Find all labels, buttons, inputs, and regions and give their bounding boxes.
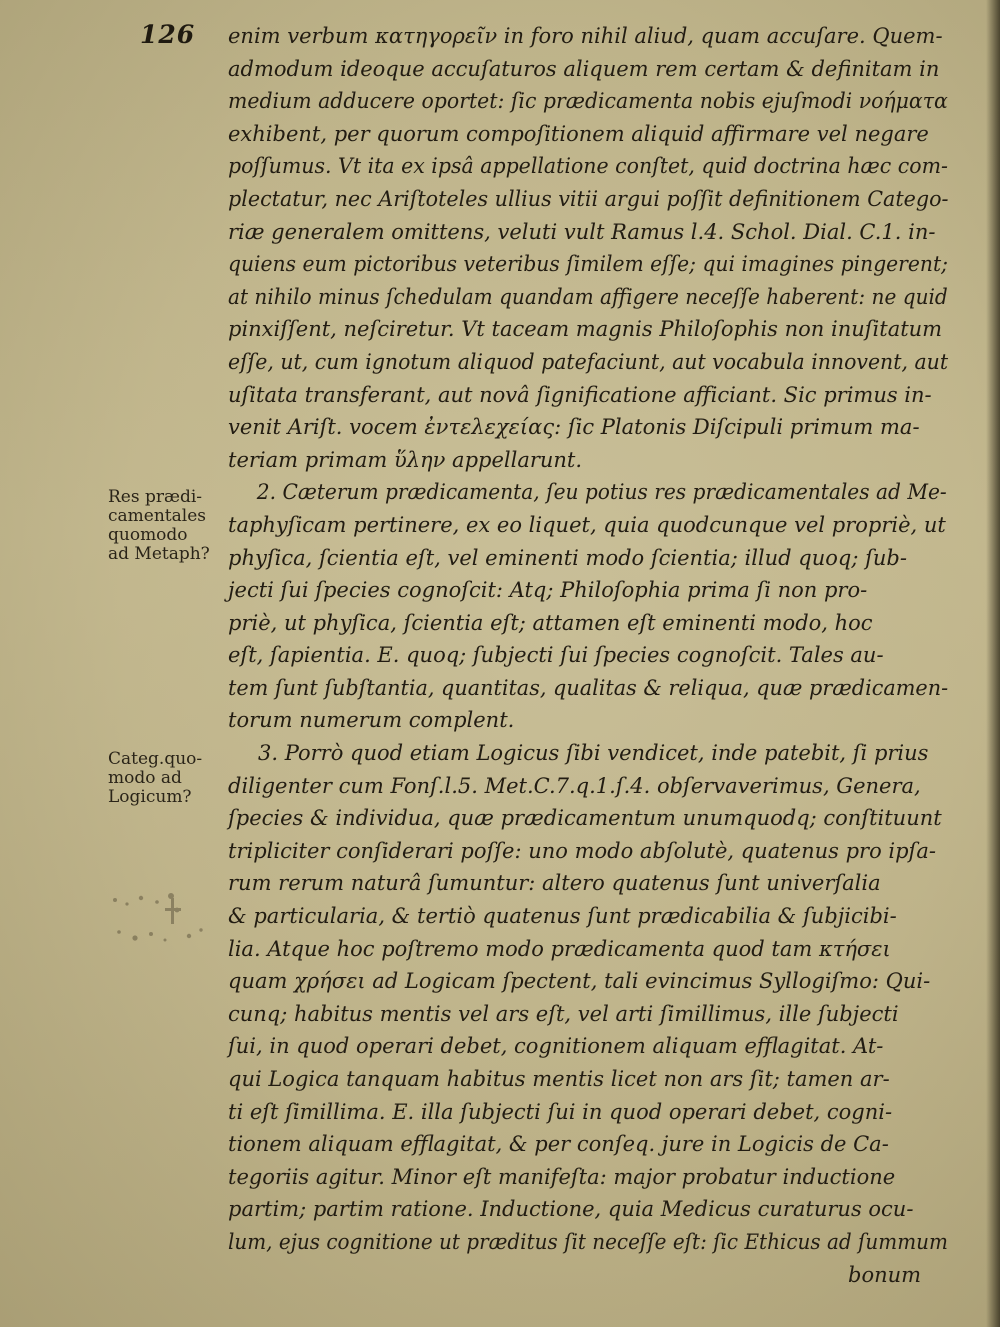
- margin-note-line: ad Metaph?: [108, 544, 210, 564]
- text-line: quiens eum pictoribus veteribus ſimilem eſſe; qui imagines pingerent;: [228, 252, 948, 277]
- ink-stain: [105, 880, 215, 970]
- text-line: 3. Porrò quod etiam Logicus ſibi vendicet, inde patebit, ſi prius: [258, 741, 929, 766]
- margin-note-logic: [108, 750, 228, 807]
- text-line: poſſumus. Vt ita ex ipsâ appellatione conſtet, quid doctrina hæc com-: [228, 154, 948, 179]
- text-line: eſſe, ut, cum ignotum aliquod patefaciunt, aut vocabula innovent, aut: [228, 349, 949, 374]
- text-line: bonum: [848, 1262, 922, 1287]
- margin-note-line: quomodo: [108, 525, 188, 545]
- ink-stain-icon: [105, 880, 215, 970]
- text-line: medium adducere oportet: ſic prædicamenta nobis ejuſmodi νοήματα: [228, 89, 948, 114]
- text-line: ti eſt ſimillima. E. illa ſubjecti ſui in quod operari debet, cogni-: [228, 1099, 893, 1124]
- text-line: eſt, ſapientia. E. quoq; ſubjecti ſui ſpecies cognoſcit. Tales au-: [228, 643, 884, 668]
- text-line: venit Ariſt. vocem ἐντελεχείας: ſic Platonis Diſcipuli primum ma-: [228, 415, 920, 440]
- margin-note-metaphysics: [108, 488, 228, 564]
- text-line: tegoriis agitur. Minor eſt manifeſta: major probatur inductione: [228, 1164, 896, 1189]
- body-text: [228, 20, 948, 1291]
- text-line: quam χρήσει ad Logicam ſpectent, tali evincimus Syllogiſmo: Qui-: [228, 969, 931, 994]
- text-line: & particularia, & tertiò quatenus ſunt prædicabilia & ſubjicibi-: [228, 904, 897, 929]
- text-line: partim; partim ratione. Inductione, quia Medicus curaturus ocu-: [228, 1197, 914, 1222]
- text-line: 2. Cæterum prædicamenta, ſeu potius res prædicamentales ad Me-: [256, 480, 947, 505]
- text-line: jecti ſui ſpecies cognoſcit: Atq; Philoſophia prima ſi non pro-: [228, 578, 868, 603]
- text-line: diligenter cum Fonſ.l.5. Met.C.7.q.1.ſ.4. obſervaverimus, Genera,: [228, 773, 921, 798]
- text-line: qui Logica tanquam habitus mentis licet non ars ſit; tamen ar-: [228, 1067, 890, 1091]
- text-line: tionem aliquam efflagitat, & per conſeq. jure in Logicis de Ca-: [228, 1132, 889, 1157]
- margin-note-line: camentales: [108, 506, 206, 526]
- text-line: riæ generalem omittens, veluti vult Ramus l.4. Schol. Dial. C.1. in-: [228, 219, 936, 244]
- text-line: enim verbum κατηγορεῖν in foro nihil aliud, quam accuſare. Quem-: [228, 24, 943, 48]
- text-line: priè, ut phyſica, ſcientia eſt; attamen eſt eminenti modo, hoc: [228, 610, 873, 635]
- margin-note-line: Categ.quo-: [108, 749, 203, 769]
- text-line: lia. Atque hoc poſtremo modo prædicamenta quod tam κτήσει: [228, 936, 891, 961]
- text-line: pinxiſſent, neſciretur. Vt taceam magnis Philoſophis non inuſitatum: [228, 317, 943, 342]
- text-line: cunq; habitus mentis vel ars eſt, vel arti ſimillimus, ille ſubjecti: [228, 1001, 899, 1026]
- page-number: 126: [140, 20, 196, 49]
- text-line: admodum ideoque accuſaturos aliquem rem certam & definitam in: [228, 56, 940, 81]
- text-line: lum, ejus cognitione ut præditus ſit neceſſe eſt: ſic Ethicus ad ſummum: [228, 1229, 948, 1254]
- margin-note-line: modo ad: [108, 768, 182, 788]
- text-line: ſui, in quod operari debet, cognitionem aliquam efflagitat. At-: [228, 1034, 884, 1059]
- text-line: uſitata transferant, aut novâ ſignificatione afficiant. Sic primus in-: [228, 382, 932, 407]
- text-line: torum numerum complent.: [228, 708, 515, 733]
- text-line: ſpecies & individua, quæ prædicamentum unumquodq; conſtituunt: [228, 806, 942, 831]
- margin-note-line: Res prædi-: [108, 487, 203, 507]
- text-line: teriam primam ὕλην appellarunt.: [228, 447, 583, 472]
- text-line: phyſica, ſcientia eſt, vel eminenti modo ſcientia; illud quoq; ſub-: [228, 545, 907, 570]
- text-line: rum rerum naturâ ſumuntur: altero quatenus ſunt univerſalia: [228, 871, 881, 896]
- margin-note-line: Logicum?: [108, 787, 192, 807]
- text-line: plectatur, nec Ariſtoteles ullius vitii argui poſſit definitionem Catego-: [228, 186, 949, 211]
- text-line: at nihilo minus ſchedulam quandam affigere neceſſe haberent: ne quid: [228, 284, 948, 309]
- text-line: exhibent, per quorum compoſitionem aliquid affirmare vel negare: [228, 121, 929, 146]
- page-edge-shadow: [986, 0, 1000, 1327]
- text-line: tem ſunt ſubſtantia, quantitas, qualitas & reliqua, quæ prædicamen-: [228, 675, 949, 700]
- text-line: tripliciter conſiderari poſſe: uno modo abſolutè, quatenus pro ipſa-: [228, 838, 936, 863]
- text-line: taphyſicam pertinere, ex eo liquet, quia quodcunque vel propriè, ut: [228, 512, 946, 537]
